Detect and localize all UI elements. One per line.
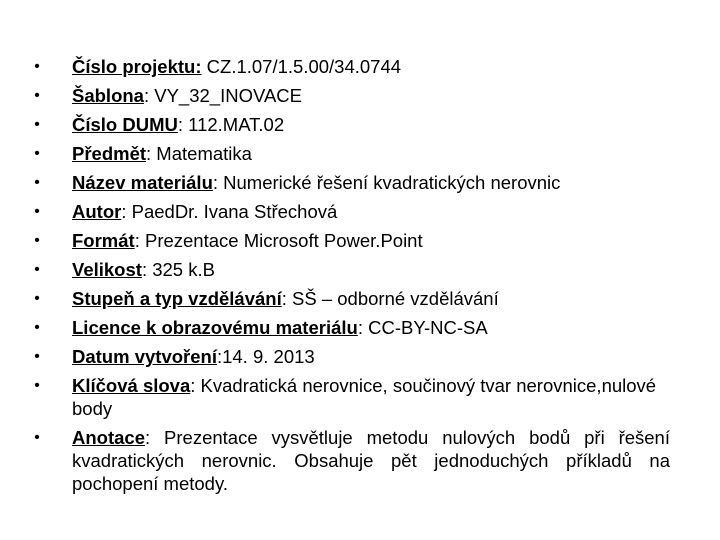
- item-separator: :: [190, 375, 196, 396]
- item-separator: :: [145, 427, 151, 448]
- item-value: 325 k.B: [147, 259, 215, 280]
- bullet-icon: •: [34, 290, 40, 307]
- item-label: Anotace: [72, 427, 145, 448]
- bullet-icon: •: [34, 232, 40, 249]
- item-value: Numerické řešení kvadratických nerovnic: [218, 172, 561, 193]
- list-item-creation-date: [30, 342, 670, 371]
- bullet-icon: •: [34, 377, 40, 394]
- item-label: Formát: [72, 230, 135, 251]
- list-item-size: [30, 255, 670, 284]
- item-label: Velikost: [72, 259, 142, 280]
- list-item-education-level: [30, 284, 670, 313]
- item-separator: :: [281, 288, 287, 309]
- list-item-image-license: [30, 313, 670, 342]
- item-label: Datum vytvoření: [72, 346, 217, 367]
- item-separator: :: [143, 85, 150, 106]
- bullet-icon: •: [34, 116, 40, 133]
- bullet-icon: •: [34, 429, 40, 446]
- item-separator: :: [216, 346, 223, 367]
- item-separator: :: [141, 259, 148, 280]
- item-value: CZ.1.07/1.5.00/34.0744: [201, 56, 402, 77]
- list-item-material-name: [30, 168, 670, 197]
- list-item-annotation: [30, 423, 670, 498]
- item-separator: :: [146, 143, 152, 164]
- item-value: 112.MAT.02: [183, 114, 285, 135]
- item-value: Prezentace Microsoft Power.Point: [139, 230, 423, 251]
- item-value: SŠ – odborné vzdělávání: [286, 288, 499, 309]
- item-label: Licence k obrazovému materiálu: [72, 317, 358, 338]
- list-item-author: [30, 197, 670, 226]
- bullet-icon: •: [34, 58, 40, 75]
- item-value: CC-BY-NC-SA: [362, 317, 488, 338]
- bullet-icon: •: [34, 203, 40, 220]
- bullet-icon: •: [34, 87, 40, 104]
- item-value: Kvadratická nerovnice, součinový tvar nerovnice,nulové body: [72, 375, 657, 419]
- item-separator: :: [212, 172, 219, 193]
- item-separator: :: [121, 201, 127, 222]
- bullet-icon: •: [34, 319, 40, 336]
- item-value: 14. 9. 2013: [222, 346, 315, 367]
- item-label: Stupeň a typ vzdělávání: [72, 288, 282, 309]
- item-label: Číslo DUMU: [72, 114, 178, 135]
- metadata-list: [30, 52, 670, 498]
- bullet-icon: •: [34, 348, 40, 365]
- list-item-subject: [30, 139, 670, 168]
- bullet-icon: •: [34, 145, 40, 162]
- bullet-icon: •: [34, 174, 40, 191]
- item-label: Předmět: [72, 143, 147, 164]
- bullet-icon: •: [34, 261, 40, 278]
- list-item-dum-number: [30, 110, 670, 139]
- item-value: Matematika: [151, 143, 252, 164]
- list-item-keywords: [30, 371, 670, 423]
- item-label: Autor: [72, 201, 122, 222]
- item-label: Šablona: [72, 85, 144, 106]
- item-separator: :: [357, 317, 363, 338]
- item-label: Klíčová slova: [72, 375, 191, 396]
- list-item-format: [30, 226, 670, 255]
- item-separator: :: [134, 230, 140, 251]
- list-item-project-number: [30, 52, 670, 81]
- item-value: Prezentace vysvětluje metodu nulových bodů při řešení kvadratických nerovnic. Obsahuje pět jednoduchých příkladů na pochopení metody.: [72, 427, 670, 494]
- item-value: PaedDr. Ivana Střechová: [126, 201, 338, 222]
- item-label: Název materiálu: [72, 172, 213, 193]
- item-label: Číslo projektu:: [72, 56, 202, 77]
- list-item-template: [30, 81, 670, 110]
- item-separator: :: [177, 114, 184, 135]
- item-value: VY_32_INOVACE: [149, 85, 302, 106]
